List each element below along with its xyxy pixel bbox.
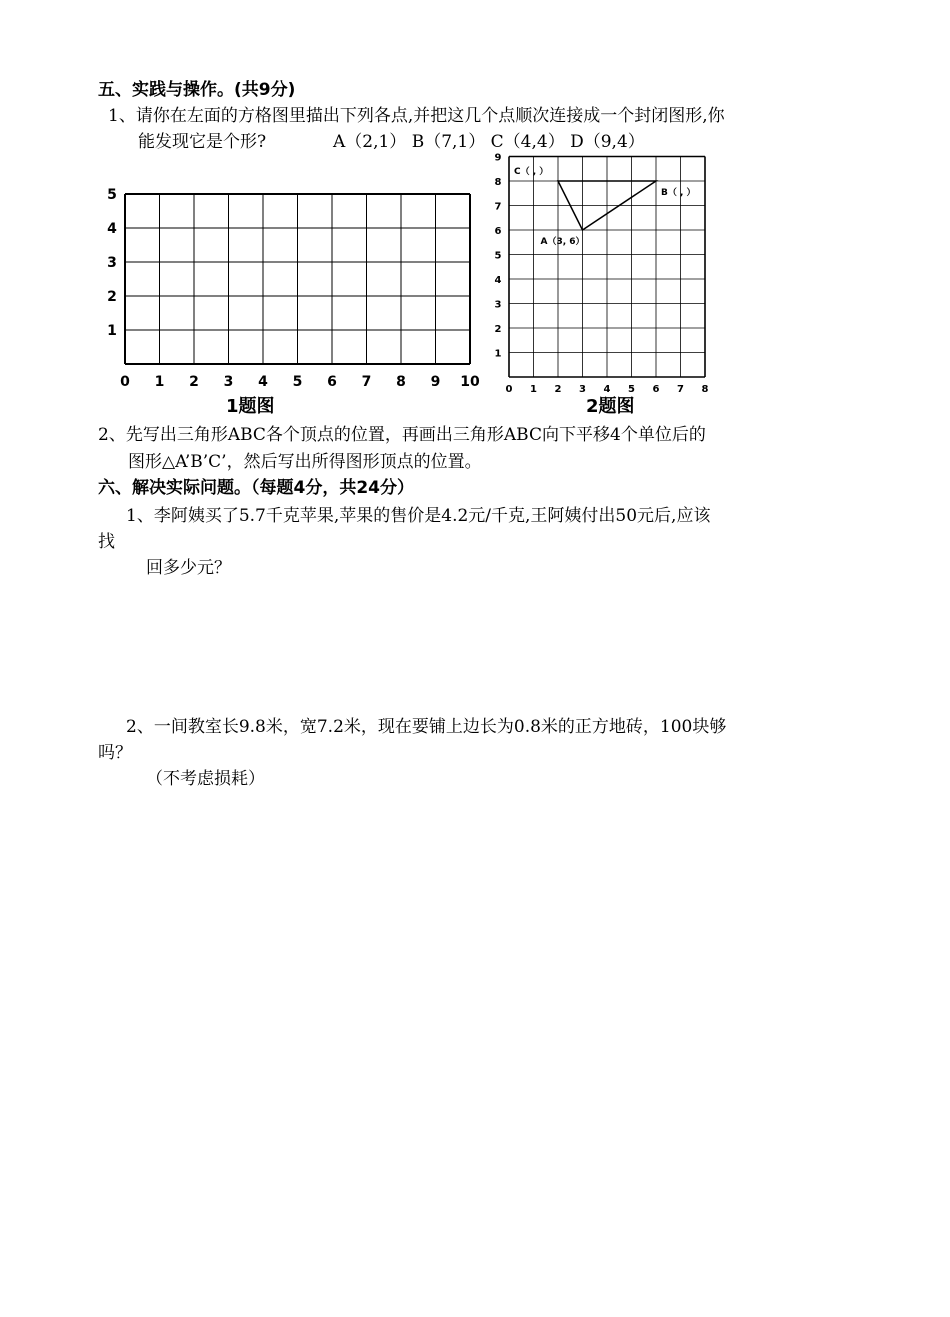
section5-heading: 五、实践与操作。(共9分)	[98, 80, 296, 100]
y-tick-label: 2	[494, 324, 502, 335]
x-tick-label: 10	[460, 374, 480, 390]
y-tick-label: 2	[107, 289, 117, 305]
y-tick-label: 5	[494, 250, 502, 262]
s6-q1-line3: 回多少元？	[146, 558, 231, 578]
y-tick-label: 4	[107, 221, 117, 237]
s5-q2-line1: 2、先写出三角形ABC各个顶点的位置，再画出三角形ABC向下平移4个单位后的	[98, 425, 706, 445]
s6-q1-line2: 找	[98, 532, 115, 552]
x-tick-label: 7	[677, 384, 684, 395]
x-tick-label: 2	[554, 384, 562, 395]
x-tick-label: 7	[361, 374, 372, 390]
y-tick-label: 7	[494, 201, 502, 213]
x-tick-label: 8	[701, 384, 709, 395]
x-tick-label: 5	[292, 374, 303, 390]
s6-q2-line2: 吗？	[98, 743, 132, 763]
y-tick-label: 3	[107, 255, 117, 271]
x-tick-label: 2	[189, 374, 199, 390]
y-tick-label: 1	[494, 348, 502, 360]
figure-2-grid	[488, 152, 718, 397]
s5-q1-line1: 1、请你在左面的方格图里描出下列各点,并把这几个点顺次连接成一个封闭图形,你	[108, 106, 725, 126]
figure-2-caption: 2题图	[586, 396, 635, 417]
y-tick-label: 5	[107, 187, 117, 203]
x-tick-label: 0	[505, 384, 513, 395]
label-point-a: A（3, 6）	[540, 237, 585, 247]
x-tick-label: 4	[603, 384, 611, 395]
x-tick-label: 3	[579, 384, 586, 395]
figure-1-grid	[100, 185, 490, 395]
x-tick-label: 4	[258, 374, 268, 390]
y-tick-label: 4	[494, 275, 502, 286]
s6-q2-line3: （不考虑损耗）	[146, 769, 265, 789]
section6-heading: 六、解决实际问题。（每题4分，共24分）	[98, 478, 414, 498]
s5-q1-line2: 能发现它是个形?	[138, 132, 267, 152]
y-tick-label: 3	[494, 299, 502, 311]
x-tick-label: 0	[120, 374, 130, 390]
s6-q1-line1: 1、李阿姨买了5.7千克苹果,苹果的售价是4.2元/千克,王阿姨付出50元后,应该	[126, 506, 711, 526]
x-tick-label: 5	[628, 384, 635, 395]
x-tick-label: 8	[396, 374, 406, 390]
figure-1-caption: 1题图	[226, 396, 275, 417]
x-tick-label: 1	[154, 374, 165, 390]
s5-q2-line2: 图形△A’B’C’，然后写出所得图形顶点的位置。	[128, 452, 482, 472]
x-tick-label: 1	[530, 384, 537, 395]
x-tick-label: 6	[652, 384, 660, 395]
x-tick-label: 6	[327, 374, 337, 390]
y-tick-label: 9	[494, 152, 502, 164]
s6-q2-line1: 2、一间教室长9.8米，宽7.2米，现在要铺上边长为0.8米的正方地砖，100块够	[126, 717, 727, 737]
s5-points: A（2,1） B（7,1） C（4,4） D（9,4）	[333, 132, 645, 152]
y-tick-label: 8	[494, 177, 502, 188]
label-point-c: C（ , ）	[514, 167, 549, 177]
x-tick-label: 3	[223, 374, 234, 390]
y-tick-label: 6	[494, 226, 502, 237]
x-tick-label: 9	[430, 374, 441, 390]
label-point-b: B（ , ）	[661, 188, 696, 198]
y-tick-label: 1	[107, 323, 117, 339]
